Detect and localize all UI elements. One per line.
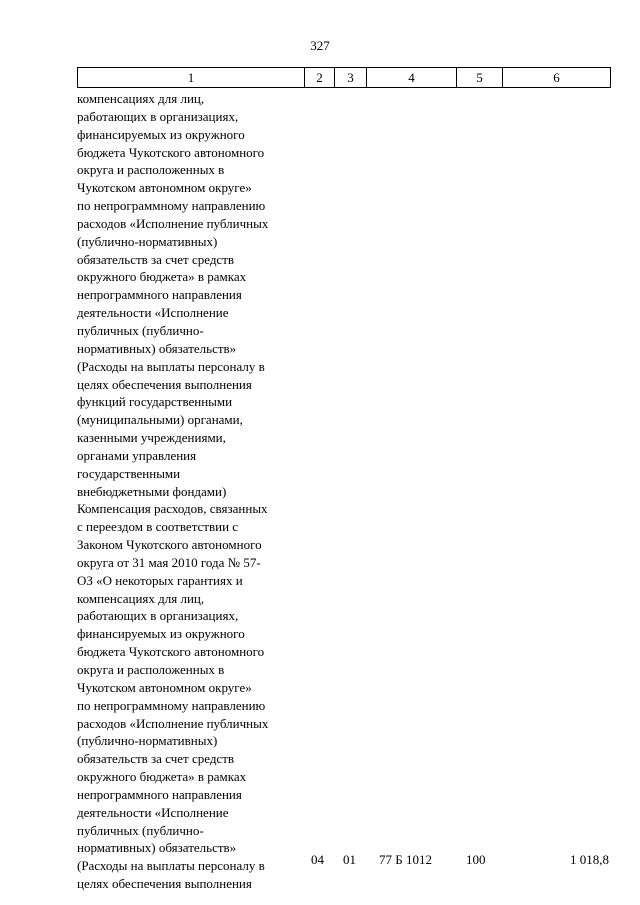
text-line: Чукотском автономном округе» — [77, 679, 252, 695]
text-line: (публично-нормативных) — [77, 733, 218, 749]
text-line: округа и расположенных в — [77, 662, 225, 677]
text-line: округа от 31 мая 2010 года № 57- — [77, 554, 261, 570]
text-line: казенными учреждениями, — [77, 430, 226, 446]
text-line: финансируемых из окружного — [77, 126, 245, 142]
column-header-table — [77, 67, 611, 88]
expense-type-code: 100 — [466, 852, 486, 867]
text-line: органами управления — [77, 447, 197, 463]
text-line: деятельности «Исполнение — [77, 804, 229, 820]
column-header-1: 1 — [78, 68, 305, 88]
text-line: (муниципальными) органами, — [77, 412, 243, 428]
text-line: целях обеспечения выполнения — [77, 876, 252, 892]
text-line: окружного бюджета» в рамках — [77, 269, 247, 285]
page-number: 327 — [310, 38, 330, 53]
text-line: непрограммного направления — [77, 287, 242, 303]
text-line: окружного бюджета» в рамках — [77, 769, 247, 785]
text-line: расходов «Исполнение публичных — [77, 215, 269, 231]
text-line: компенсациях для лиц, — [77, 590, 205, 606]
column-header-4: 4 — [367, 68, 457, 88]
column-header-6: 6 — [503, 68, 611, 88]
text-line: (Расходы на выплаты персоналу в — [77, 358, 265, 374]
text-line: Законом Чукотского автономного — [77, 537, 262, 553]
text-line: компенсациях для лиц, — [77, 91, 205, 106]
text-line: работающих в организациях, — [77, 608, 239, 624]
text-line: по непрограммному направлению — [77, 198, 266, 214]
section-code: 04 — [311, 852, 324, 867]
text-line: расходов «Исполнение публичных — [77, 715, 269, 731]
text-line: Чукотском автономном округе» — [77, 180, 252, 196]
text-line: Компенсация расходов, связанных — [77, 501, 268, 517]
subsection-code: 01 — [343, 852, 356, 867]
column-header-3: 3 — [335, 68, 367, 88]
text-line: целях обеспечения выполнения — [77, 376, 252, 392]
text-line: округа и расположенных в — [77, 162, 225, 178]
amount-value: 1 018,8 — [570, 852, 609, 867]
text-line: внебюджетными фондами) — [77, 483, 227, 499]
target-article-code: 77 Б 1012 — [379, 852, 432, 867]
text-line: обязательств за счет средств — [77, 751, 235, 767]
text-line: финансируемых из окружного — [77, 626, 245, 642]
text-line: (Расходы на выплаты персоналу в — [77, 858, 265, 874]
column-header-row — [78, 68, 611, 88]
text-line: с переездом в соответствии с — [77, 519, 239, 535]
text-line: деятельности «Исполнение — [77, 305, 229, 321]
column-header-2: 2 — [305, 68, 335, 88]
text-line: ОЗ «О некоторых гарантиях и — [77, 572, 243, 588]
text-line: функций государственными — [77, 394, 233, 410]
text-line: бюджета Чукотского автономного — [77, 644, 265, 660]
text-line: обязательств за счет средств — [77, 251, 235, 267]
text-line: работающих в организациях, — [77, 108, 239, 124]
row-description — [77, 90, 309, 893]
text-line: по непрограммному направлению — [77, 697, 266, 713]
text-line: публичных (публично- — [77, 822, 204, 838]
text-line: нормативных) обязательств» — [77, 340, 237, 356]
text-line: непрограммного направления — [77, 786, 242, 802]
column-header-5: 5 — [457, 68, 503, 88]
text-line: (публично-нормативных) — [77, 233, 218, 249]
text-line: государственными — [77, 465, 181, 481]
text-line: публичных (публично- — [77, 322, 204, 338]
text-line: нормативных) обязательств» — [77, 840, 237, 856]
text-line: бюджета Чукотского автономного — [77, 144, 265, 160]
